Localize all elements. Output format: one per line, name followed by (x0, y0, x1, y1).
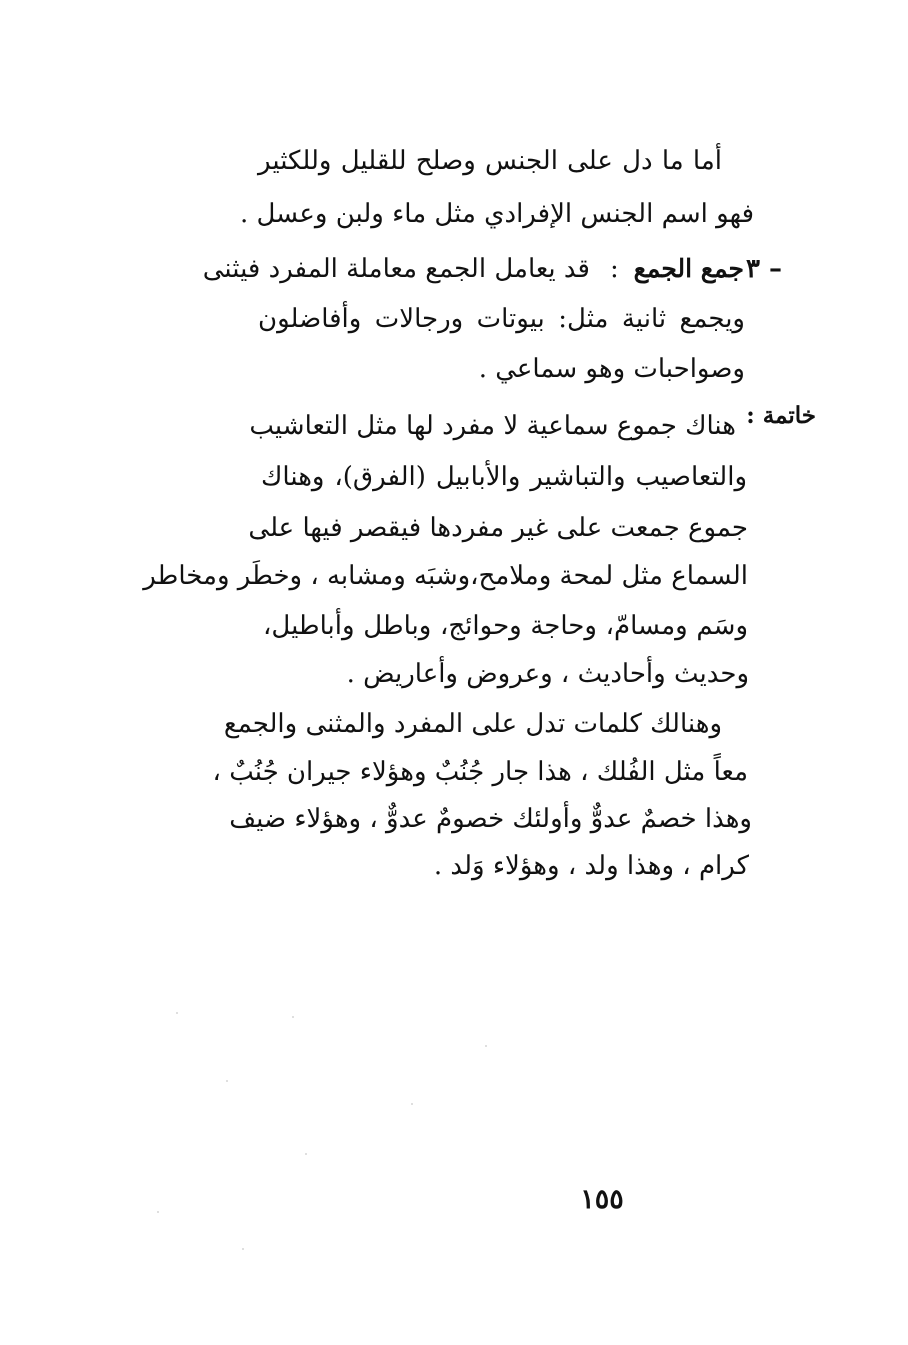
text-line-1: أما ما دل على الجنس وصلح للقليل وللكثير (258, 146, 722, 176)
text-line-12: وهنالك كلمات تدل على المفرد والمثنى والجمع (223, 709, 722, 739)
section-3-heading: جمع الجمع (633, 254, 744, 283)
section-3-marker: ٣ – (746, 254, 783, 284)
text-line-10: وسَم ومسامّ، وحاجة وحوائج، وباطل وأباطيل، (263, 611, 748, 641)
paper-speck (305, 1153, 307, 1155)
paper-speck (485, 1045, 487, 1047)
text-line-3: قد يعامل الجمع معاملة المفرد فيثنى (202, 254, 590, 284)
paper-speck (242, 1248, 244, 1250)
text-line-8: جموع جمعت على غير مفردها فيقصر فيها على (248, 513, 748, 543)
text-line-15: كرام ، وهذا ولد ، وهؤلاء وَلد . (433, 851, 749, 881)
text-line-11: وحديث وأحاديث ، وعروض وأعاريض . (346, 659, 749, 689)
paper-speck (176, 1012, 178, 1014)
conclusion-heading: خاتمة : (746, 402, 816, 429)
paper-speck (157, 1211, 159, 1213)
text-line-13: معاً مثل الفُلك ، هذا جار جُنُبٌ وهؤلاء جيران جُنُبٌ ، (212, 757, 748, 787)
paper-speck (292, 1016, 294, 1018)
text-line-7: والتعاصيب والتباشير والأبابيل (الفرق)، وهناك (261, 462, 747, 492)
text-line-4: ويجمع ثانية مثل: بيوتات ورجالات وأفاضلون (258, 304, 745, 334)
section-3-separator: : (610, 254, 619, 284)
text-line-5: وصواحبات وهو سماعي . (478, 354, 745, 384)
paper-speck (226, 1080, 228, 1082)
text-line-6: هناك جموع سماعية لا مفرد لها مثل التعاشيب (249, 411, 736, 441)
text-line-2: فهو اسم الجنس الإفرادي مثل ماء ولبن وعسل . (239, 199, 754, 229)
text-line-14: وهذا خصمٌ عدوٌّ وأولئك خصومٌ عدوٌّ ، وهؤلاء ضيف (229, 804, 752, 834)
text-line-9: السماع مثل لمحة وملامح،وشبَه ومشابه ، وخطَر ومخاطر (143, 561, 748, 591)
page-number: ١٥٥ (580, 1184, 624, 1215)
paper-speck (411, 1103, 413, 1105)
